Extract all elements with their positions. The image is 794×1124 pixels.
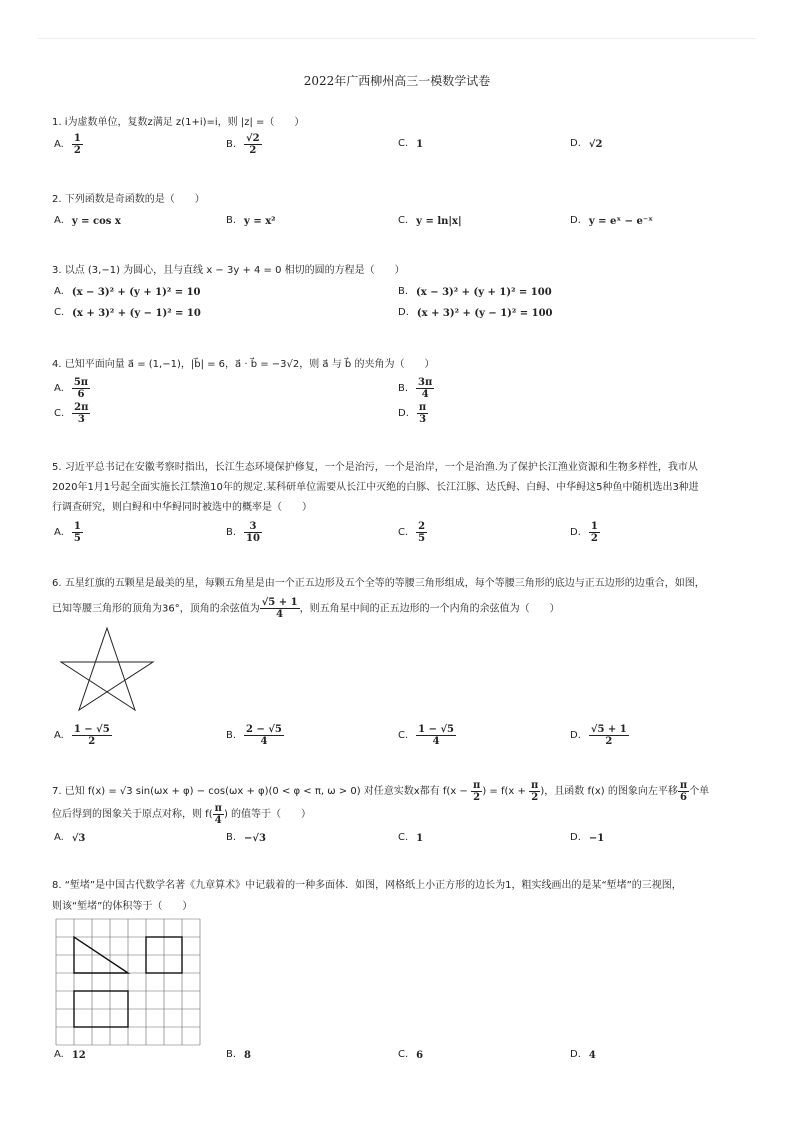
question-8-option-c[interactable]: C. 6 [398,1049,424,1061]
question-6-option-b[interactable]: B. $\frac{2 - √5}{4}$ [226,724,282,747]
question-3-option-d[interactable]: D. (x + 3)² + (y − 1)² = 100 [398,307,553,319]
five-pointed-star-figure [58,626,156,714]
question-7-option-b[interactable]: B. −√3 [226,832,266,844]
question-7-option-a[interactable]: A. √3 [54,832,86,844]
question-4-option-c[interactable]: C. $\frac{2\pi}{3}$ [54,402,89,425]
question-3-option-c[interactable]: C. (x + 3)² + (y − 1)² = 10 [54,307,201,319]
question-6-line-1: 6. 五星红旗的五颗星是最美的星，每颗五角星是由一个正五边形及五个全等的等腰三角形组成，每个等腰三角形的底边与正五边形的边重合，如图， [52,578,705,589]
question-8-line-2: 则该“堑堵”的体积等于（ ） [52,901,193,912]
question-5-option-b[interactable]: B. $\frac{3}{10}$ [226,521,260,544]
question-7-line-1: 7. 已知 f(x) = √3 sin(ωx + φ) − cos(ωx + φ)(0 < φ < π, ω > 0) 对任意实数x都有 f(x − $\frac{\pi}{2}$ ) = f(x + $\frac{\pi}{2}$ )，且函数 f(x) 的图象向左平移 $\frac{\pi}{6}$ 个单 [52,779,710,803]
question-5-line-1: 5. 习近平总书记在安徽考察时指出，长江生态环境保护修复，一个是治污，一个是治岸，一个是治渔.为了保护长江渔业资源和生物多样性，我市从 [52,462,698,473]
question-8-option-b[interactable]: B. 8 [226,1049,252,1061]
question-6-option-d[interactable]: D. $\frac{√5 + 1}{2}$ [570,724,627,747]
question-4-option-b[interactable]: B. $\frac{3\pi}{4}$ [398,377,433,400]
page-title: 2022年广西柳州高三一模数学试卷 [303,74,491,88]
question-5-option-a[interactable]: A. $\frac{1}{5}$ [54,521,81,544]
question-2-option-a[interactable]: A. y = cos x [54,215,121,227]
question-1-option-c[interactable]: C. 1 [398,138,424,150]
question-1-option-d[interactable]: D. √2 [570,138,603,150]
question-2-option-b[interactable]: B. y = x² [226,215,276,227]
question-7-line-2: 位后得到的图象关于原点对称，则 f( $\frac{\pi}{4}$ ) 的值等于（ ） [52,802,312,826]
question-6-option-c[interactable]: C. $\frac{1 - √5}{4}$ [398,724,455,747]
question-1-stem: 1. i为虚数单位，复数z满足 z(1+i)=i，则 |z| =（ ） [52,117,305,128]
question-2-stem: 2. 下列函数是奇函数的是（ ） [52,194,205,205]
question-6-option-a[interactable]: A. $\frac{1 - √5}{2}$ [54,724,110,747]
question-5-option-d[interactable]: D. $\frac{1}{2}$ [570,521,598,544]
question-3-stem: 3. 以点 (3,−1) 为圆心，且与直线 x − 3y + 4 = 0 相切的圆的方程是（ ） [52,265,405,276]
question-8-option-a[interactable]: A. 12 [54,1049,86,1061]
question-7-option-c[interactable]: C. 1 [398,832,424,844]
question-7-option-d[interactable]: D. −1 [570,832,605,844]
question-5-option-c[interactable]: C. $\frac{2}{5}$ [398,521,426,544]
question-3-option-b[interactable]: B. (x − 3)² + (y + 1)² = 100 [398,286,552,298]
three-view-grid-figure [55,918,201,1046]
question-4-stem: 4. 已知平面向量 a⃗ = (1,−1)，|b⃗| = 6，a⃗ · b⃗ = −3√2，则 a⃗ 与 b⃗ 的夹角为（ ） [52,359,435,370]
question-6-line-2: 已知等腰三角形的顶角为36°，顶角的余弦值为 $\frac{√5 + 1}{4}$ ，则五角星中间的正五边形的一个内角的余弦值为（ ） [52,597,560,620]
question-1-option-a[interactable]: A. $\frac{1}{2}$ [54,133,81,156]
question-5-line-3: 行调查研究，则白鲟和中华鲟同时被选中的概率是（ ） [52,502,312,513]
question-8-line-1: 8. “堑堵”是中国古代数学名著《九章算术》中记载着的一种多面体．如图，网格纸上小正方形的边长为1，粗实线画出的是某“堑堵”的三视图， [52,880,682,891]
question-4-option-a[interactable]: A. $\frac{5\pi}{6}$ [54,377,89,400]
page-top-divider [38,38,756,39]
question-5-line-2: 2020年1月1号起全面实施长江禁渔10年的规定.某科研单位需要从长江中灭绝的白豚、长江江豚、达氏鲟、白鲟、中华鲟这5种鱼中随机选出3种进 [52,482,699,493]
question-4-option-d[interactable]: D. $\frac{\pi}{3}$ [398,402,427,425]
question-8-option-d[interactable]: D. 4 [570,1049,596,1061]
question-3-option-a[interactable]: A. (x − 3)² + (y + 1)² = 10 [54,286,201,298]
question-1-option-b[interactable]: B. $\frac{√2}{2}$ [226,133,260,156]
question-2-option-c[interactable]: C. y = ln|x| [398,215,462,227]
question-2-option-d[interactable]: D. y = eˣ − e⁻ˣ [570,215,653,227]
